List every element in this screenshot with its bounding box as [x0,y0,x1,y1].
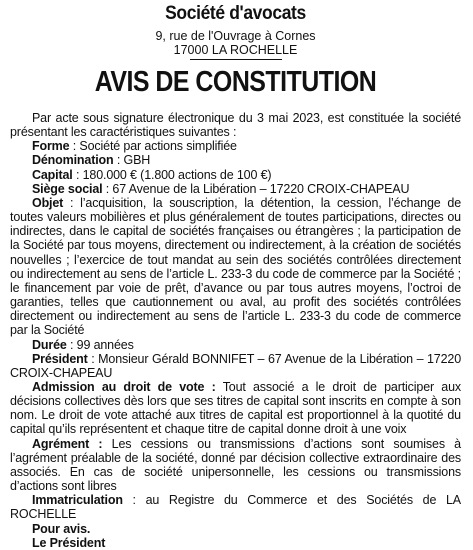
field-objet [10,196,461,338]
field-president [10,352,461,380]
field-value: : l’acquisition, la souscription, la détention, la cession, l’échange de toutes valeurs mobilières et plus généralement de toutes participations, directes ou indirectes, dans le capital de sociétés françaises ou étrangères ; la participation de la Société par tous moyens, directement ou indirectement, à la création de sociétés nouvelles ; l’exercice de tout mandat au sein des sociétés contrôlées directement ou indirectement au sens de l’article L. 233-3 du code de commerce par la Société ; le financement par voie de prêt, d’avance ou par tous autres moyens, l’octroi de garanties, telles que cautionnement ou aval, au profit des sociétés contrôlées directement ou indirectement au sens de l’article L. 233-3 du code de commerce par la Société [10,195,461,338]
field-siege [10,182,461,196]
field-label: Forme [32,139,70,154]
field-label: Capital [32,167,73,182]
legal-notice [10,0,461,550]
header-divider [190,59,282,60]
field-label: Immatriculation [32,493,123,508]
field-agrement [10,437,461,494]
field-label: Admission au droit de vote : [32,379,216,394]
address-line-2: 17000 LA ROCHELLE [173,43,298,57]
field-label: Président [32,351,88,366]
pour-avis: Pour avis. [32,521,91,536]
notice-body [10,111,461,550]
field-value: : 180.000 € (1.800 actions de 100 €) [72,167,272,182]
field-forme [10,139,461,153]
address-line-1: 9, rue de l'Ouvrage à Cornes [155,29,316,43]
signatory: Le Président [32,535,106,550]
field-value: : au Registre du Commerce et des Sociétés de LA ROCHELLE [10,493,461,522]
field-label: Agrément : [32,436,103,451]
field-denomination [10,153,461,167]
field-value: Les cessions ou transmissions d’actions sont soumises à l’agrément préalable de la société, donné par décision collective extraordinaire des associés. En cas de société unipersonnelle, les cessions ou transmissions d’actions sont libres [10,436,461,494]
field-immatriculation [10,493,461,521]
field-value: : Société par actions simplifiée [69,139,237,154]
field-value: : 67 Avenue de la Libération – 17220 CROIX-CHAPEAU [102,181,410,196]
firm-address [10,29,461,57]
intro-paragraph: Par acte sous signature électronique du 3 mai 2023, est constituée la société présentant les caractéristiques suivantes : [10,111,461,140]
field-value: Tout associé a le droit de participer aux décisions collectives dès lors que ses titres de capital sont inscrits en compte à son nom. Le droit de vote attaché aux titres de capital est proportionnel à la quotité du capital qu’ils représentent et chaque titre de capital donne droit à une voix [10,379,461,437]
field-label: Objet [32,195,64,210]
field-label: Dénomination [32,153,114,168]
firm-name: Société d'avocats [165,3,306,24]
field-label: Siège social [32,181,103,196]
field-duree [10,338,461,352]
field-value: : GBH [113,153,151,168]
field-value: : 99 années [66,337,134,352]
field-value: : Monsieur Gérald BONNIFET – 67 Avenue de la Libération – 17220 CROIX-CHAPEAU [10,351,461,380]
field-admission [10,380,461,437]
field-capital [10,168,461,182]
field-label: Durée [32,337,67,352]
notice-title: AVIS DE CONSTITUTION [94,66,377,98]
